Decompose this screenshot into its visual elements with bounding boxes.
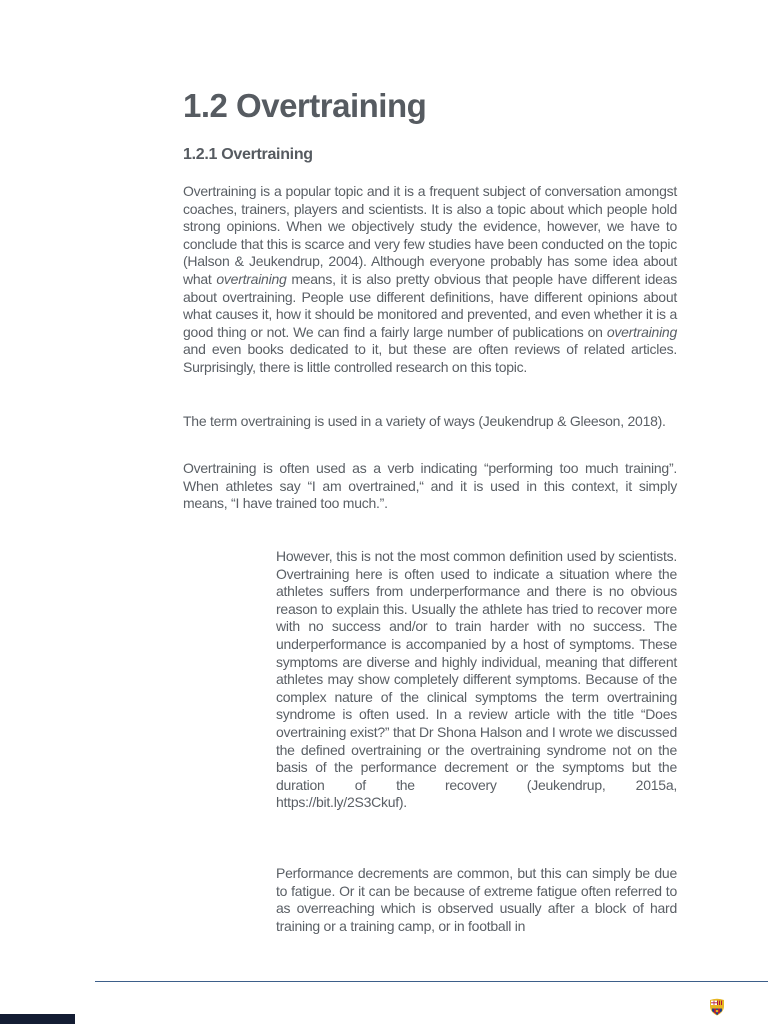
intro-text-part-1: Overtraining is a popular topic and it is a frequent subject of conversation amongst coaches, trainers, players and scientists. It is also a topic about which people hold strong opinions. When we objectively study the evidence, however, we have to conclude that this is scarce and very few studies have been conducted on the topic (Halson & Jeukendrup, 2004). Although everyone probably has some idea about what xyxy=(183,183,677,287)
intro-text-part-3: and even books dedicated to it, but these are often reviews of related articles. Surprisingly, there is little controlled research on this topic. xyxy=(183,341,677,375)
body-paragraph-intro xyxy=(183,183,677,377)
club-crest-icon xyxy=(709,998,725,1016)
indented-paragraph-performance-decrements: Performance decrements are common, but this can simply be due to fatigue. Or it can be because of extreme fatigue often referred to as overreaching which is observed usually after a block of hard training or a training camp, or in football in xyxy=(276,865,677,934)
section-title: 1.2 Overtraining xyxy=(183,87,427,124)
body-paragraph-term-usage: The term overtraining is used in a variety of ways (Jeukendrup & Gleeson, 2018). xyxy=(183,413,666,429)
indented-paragraph-scientific-definition: However, this is not the most common definition used by scientists. Overtraining here is often used to indicate a situation where the athletes suffers from underperformance and there is no obvious reason to explain this. Usually the athlete has tried to recover more with no success and/or to train harder with no success. The underperformance is accompanied by a host of symptoms. These symptoms are diverse and highly individual, meaning that different athletes may show completely different symptoms. Because of the complex nature of the clinical symptoms the term overtraining syndrome is often used. In a review article with the title “Does overtraining exist?” that Dr Shona Halson and I wrote we discussed the defined overtraining or the overtraining syndrome not on the basis of the performance decrement or the symptoms but the duration of the recovery (Jeukendrup, 2015a, https://bit.ly/2S3Ckuf). xyxy=(276,548,677,811)
intro-emphasis-overtraining-2: overtraining xyxy=(606,323,677,340)
body-paragraph-verb-usage: Overtraining is often used as a verb indicating “performing too much training”. When athletes say “I am overtrained,“ and it is used in this context, it simply means, “I have trained too much.”. xyxy=(183,460,677,512)
subsection-title: 1.2.1 Overtraining xyxy=(183,146,313,163)
intro-text-part-2: means, it is also pretty obvious that people have different ideas about overtraining. People use different definitions, have different opinions about what causes it, how it should be monitored and prevented, and even whether it is a good thing or not. We can find a fairly large number of publications on xyxy=(183,270,678,340)
footer-color-block xyxy=(0,1014,75,1024)
footer-divider xyxy=(95,981,768,982)
intro-emphasis-overtraining: overtraining xyxy=(216,270,287,287)
